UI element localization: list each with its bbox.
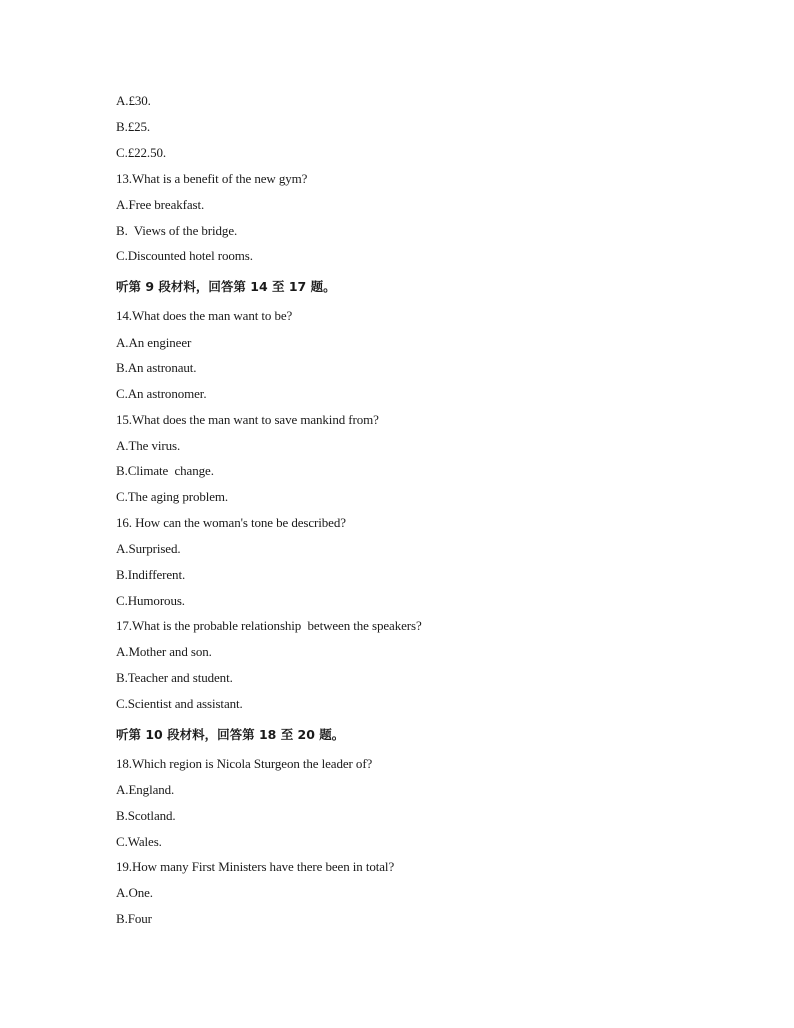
option-12c: C.£22.50. xyxy=(116,145,167,160)
option-18a: A.England. xyxy=(116,782,175,797)
question-16: 16. How can the woman's tone be described? xyxy=(116,515,346,530)
question-13: 13.What is a benefit of the new gym? xyxy=(116,171,308,186)
option-15b: B.Climate change. xyxy=(116,463,214,478)
option-12b: B.£25. xyxy=(116,119,151,134)
option-16c: C.Humorous. xyxy=(116,593,185,608)
option-15a: A.The virus. xyxy=(116,438,181,453)
section-instruction-10: 听第 10 段材料，回答第 18 至 20 题。 xyxy=(116,727,345,742)
option-15c: C.The aging problem. xyxy=(116,489,229,504)
question-19: 19.How many First Ministers have there been in total? xyxy=(116,859,395,874)
question-14: 14.What does the man want to be? xyxy=(116,308,293,323)
option-12a: A.£30. xyxy=(116,93,151,108)
question-15: 15.What does the man want to save mankind from? xyxy=(116,412,379,427)
option-16b: B.Indifferent. xyxy=(116,567,186,582)
option-13b: B. Views of the bridge. xyxy=(116,223,238,238)
option-18b: B.Scotland. xyxy=(116,808,176,823)
option-14a: A.An engineer xyxy=(116,335,192,350)
option-19b: B.Four xyxy=(116,911,152,926)
option-17b: B.Teacher and student. xyxy=(116,670,233,685)
option-17a: A.Mother and son. xyxy=(116,644,212,659)
option-13c: C.Discounted hotel rooms. xyxy=(116,248,253,263)
question-17: 17.What is the probable relationship between the speakers? xyxy=(116,618,422,633)
option-18c: C.Wales. xyxy=(116,834,162,849)
option-14c: C.An astronomer. xyxy=(116,386,207,401)
option-16a: A.Surprised. xyxy=(116,541,181,556)
section-instruction-9: 听第 9 段材料，回答第 14 至 17 题。 xyxy=(116,279,336,294)
option-14b: B.An astronaut. xyxy=(116,360,197,375)
option-13a: A.Free breakfast. xyxy=(116,197,205,212)
option-19a: A.One. xyxy=(116,885,153,900)
option-17c: C.Scientist and assistant. xyxy=(116,696,243,711)
question-18: 18.Which region is Nicola Sturgeon the leader of? xyxy=(116,756,373,771)
